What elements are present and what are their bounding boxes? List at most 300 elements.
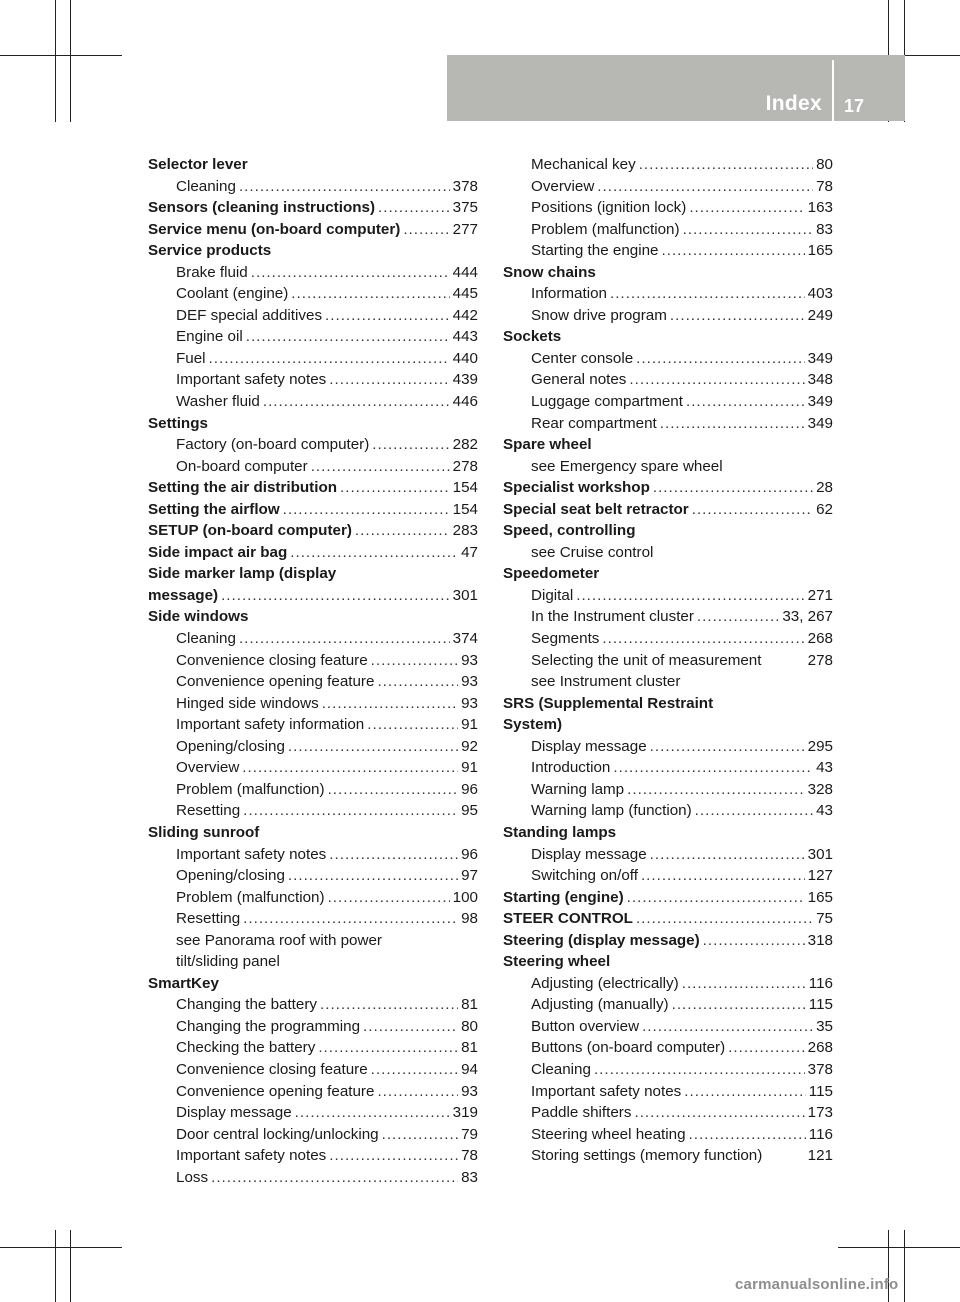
- entry-text: Starting (engine): [503, 888, 624, 906]
- index-subentry: [503, 219, 833, 241]
- page-ref: 173: [807, 1104, 833, 1122]
- index-subentry: [503, 1016, 833, 1038]
- entry-text: Buttons (on-board computer): [531, 1039, 726, 1057]
- index-heading: Sockets: [503, 328, 562, 346]
- index-subentry: [503, 154, 833, 176]
- page-ref: 268: [807, 1039, 833, 1057]
- entry-text: Changing the programming: [176, 1017, 361, 1035]
- index-heading: [148, 477, 478, 499]
- leader-dots: [382, 1124, 458, 1146]
- page-ref: 349: [807, 414, 833, 432]
- page-ref: 116: [808, 974, 833, 992]
- index-subentry: [148, 348, 478, 370]
- entry-text: Storing settings (memory function): [531, 1147, 763, 1165]
- entry-text: Warning lamp: [531, 780, 625, 798]
- index-subentry: [148, 736, 478, 758]
- page-ref: 33, 267: [782, 608, 833, 626]
- index-heading: [148, 520, 478, 542]
- index-subentry: [148, 1167, 478, 1189]
- entry-text: Information: [531, 285, 607, 303]
- entry-text: Problem (malfunction): [531, 220, 680, 238]
- leader-dots: [610, 283, 805, 305]
- index-subentry: [148, 844, 478, 866]
- index-subentry: [503, 1102, 833, 1124]
- page-ref: 442: [452, 306, 478, 324]
- index-heading: [148, 542, 478, 564]
- index-subentry: [148, 369, 478, 391]
- index-subentry: [148, 1037, 478, 1059]
- index-subentry: see Cruise control: [531, 543, 654, 561]
- leader-dots: [613, 757, 813, 779]
- leader-dots: [243, 908, 458, 930]
- index-subentry: [503, 176, 833, 198]
- index-subentry: [503, 369, 833, 391]
- index-subentry: [503, 779, 833, 801]
- page-ref: 349: [807, 349, 833, 367]
- index-heading: [148, 499, 478, 521]
- leader-dots: [290, 542, 458, 564]
- index-heading: SmartKey: [148, 974, 219, 992]
- entry-text: Adjusting (electrically): [531, 974, 679, 992]
- index-heading: Side marker lamp (display: [148, 565, 337, 583]
- index-heading: Service products: [148, 242, 272, 260]
- page-ref: 374: [452, 630, 478, 648]
- entry-text: Overview: [531, 177, 595, 195]
- index-subentry: [503, 757, 833, 779]
- index-subentry: [503, 800, 833, 822]
- leader-dots: [328, 887, 450, 909]
- entry-text: On-board computer: [176, 457, 308, 475]
- leader-dots: [689, 197, 804, 219]
- page-ref: 98: [461, 910, 478, 928]
- crop-mark: [70, 0, 71, 122]
- leader-dots: [209, 348, 450, 370]
- index-heading: [148, 585, 478, 607]
- page-ref: 163: [807, 199, 833, 217]
- entry-text: Mechanical key: [531, 156, 636, 173]
- leader-dots: [650, 844, 805, 866]
- leader-dots: [371, 650, 458, 672]
- header-bar: [447, 55, 905, 121]
- page-ref: 318: [807, 931, 833, 949]
- crop-mark: [838, 1247, 960, 1248]
- leader-dots: [576, 585, 804, 607]
- page-ref: 93: [461, 1082, 478, 1100]
- leader-dots: [288, 865, 458, 887]
- leader-dots: [627, 887, 805, 909]
- entry-text: Setting the airflow: [148, 500, 280, 518]
- index-subentry: [503, 585, 833, 607]
- entry-text: Selecting the unit of measurement: [531, 651, 762, 669]
- index-subentry: [503, 973, 833, 995]
- page-ref: 446: [452, 393, 478, 411]
- leader-dots: [221, 585, 450, 607]
- page-ref: 35: [816, 1017, 833, 1035]
- entry-text: Display message: [176, 1104, 292, 1122]
- leader-dots: [636, 348, 805, 370]
- page-ref: 328: [807, 780, 833, 798]
- entry-text: Starting the engine: [531, 242, 659, 260]
- entry-text: Steering wheel heating: [531, 1125, 686, 1143]
- index-column-left: [148, 154, 478, 1188]
- index-subentry: [503, 994, 833, 1016]
- index-subentry: [503, 1081, 833, 1103]
- leader-dots: [594, 1059, 805, 1081]
- index-subentry: [148, 994, 478, 1016]
- watermark: carmanualsonline.info: [735, 1276, 899, 1293]
- entry-text: Changing the battery: [176, 996, 318, 1014]
- entry-text: Center console: [531, 349, 634, 367]
- page-title: Index: [765, 92, 822, 115]
- leader-dots: [641, 865, 805, 887]
- index-heading: [503, 930, 833, 952]
- index-subentry: [148, 650, 478, 672]
- index-subentry: [148, 887, 478, 909]
- page-ref: 268: [807, 630, 833, 648]
- page-ref: 115: [808, 996, 833, 1014]
- leader-dots: [367, 714, 458, 736]
- index-subentry: [148, 1102, 478, 1124]
- leader-dots: [697, 606, 779, 628]
- entry-text: message): [148, 586, 219, 604]
- entry-text: Digital: [531, 586, 574, 604]
- page-ref: 440: [452, 349, 478, 367]
- leader-dots: [295, 1102, 450, 1124]
- index-subentry: [148, 714, 478, 736]
- page-ref: 91: [461, 716, 478, 734]
- index-subentry: [503, 844, 833, 866]
- entry-text: Door central locking/unlocking: [176, 1125, 379, 1143]
- index-subentry: [503, 1037, 833, 1059]
- page-ref: 83: [816, 220, 833, 238]
- index-heading: Speedometer: [503, 565, 600, 583]
- page-ref: 93: [461, 673, 478, 691]
- page-ref: 154: [452, 500, 478, 518]
- page-ref: 62: [816, 500, 833, 518]
- crop-mark: [0, 1247, 122, 1248]
- index-subentry: [148, 176, 478, 198]
- page-ref: 439: [452, 371, 478, 389]
- index-heading: [503, 908, 833, 930]
- entry-text: Convenience closing feature: [176, 1060, 368, 1078]
- page-ref: 295: [807, 737, 833, 755]
- index-subentry: [148, 1016, 478, 1038]
- index-heading: [503, 499, 833, 521]
- page-ref: 271: [807, 586, 833, 604]
- index-heading: SRS (Supplemental Restraint: [503, 694, 714, 712]
- index-subentry: [148, 283, 478, 305]
- index-subentry: [503, 391, 833, 413]
- index-subentry: [503, 650, 833, 672]
- entry-text: Rear compartment: [531, 414, 657, 432]
- entry-text: Opening/closing: [176, 867, 285, 885]
- page-ref: 278: [452, 457, 478, 475]
- page-ref: 121: [807, 1147, 833, 1165]
- leader-dots: [684, 1081, 806, 1103]
- leader-dots: [372, 434, 449, 456]
- leader-dots: [243, 800, 458, 822]
- index-subentry: [148, 865, 478, 887]
- leader-dots: [629, 369, 804, 391]
- entry-text: In the Instrument cluster: [531, 608, 694, 626]
- entry-text: Convenience opening feature: [176, 673, 375, 691]
- index-subentry: [148, 1124, 478, 1146]
- page-ref: 444: [452, 263, 478, 281]
- page-ref: 378: [452, 177, 478, 195]
- leader-dots: [239, 176, 450, 198]
- leader-dots: [322, 693, 458, 715]
- page-ref: 277: [452, 220, 478, 238]
- leader-dots: [328, 779, 459, 801]
- leader-dots: [363, 1016, 458, 1038]
- index-subentry: see Panorama roof with power: [176, 931, 382, 949]
- entry-text: Convenience opening feature: [176, 1082, 375, 1100]
- entry-text: Switching on/off: [531, 867, 638, 885]
- leader-dots: [239, 628, 450, 650]
- index-heading: [503, 477, 833, 499]
- leader-dots: [728, 1037, 804, 1059]
- page-ref: 116: [808, 1125, 833, 1143]
- page-ref: 282: [452, 436, 478, 454]
- leader-dots: [291, 283, 449, 305]
- leader-dots: [683, 219, 814, 241]
- entry-text: Engine oil: [176, 328, 243, 346]
- index-subentry: [148, 391, 478, 413]
- page-ref: 81: [461, 996, 478, 1014]
- entry-text: Specialist workshop: [503, 479, 650, 497]
- leader-dots: [634, 1102, 804, 1124]
- index-heading: Selector lever: [148, 156, 248, 173]
- entry-text: Overview: [176, 759, 240, 777]
- index-subentry: [503, 1124, 833, 1146]
- index-subentry: [503, 348, 833, 370]
- page-ref: 301: [807, 845, 833, 863]
- index-subentry: [148, 305, 478, 327]
- leader-dots: [283, 499, 450, 521]
- leader-dots: [371, 1059, 458, 1081]
- entry-text: Opening/closing: [176, 737, 285, 755]
- index-heading: Spare wheel: [503, 436, 592, 454]
- page-ref: 165: [807, 242, 833, 260]
- entry-text: Important safety notes: [531, 1082, 682, 1100]
- page-ref: 115: [808, 1082, 833, 1100]
- leader-dots: [355, 520, 450, 542]
- header-divider: [832, 60, 834, 121]
- index-subentry: [503, 413, 833, 435]
- leader-dots: [689, 1124, 806, 1146]
- leader-dots: [325, 305, 450, 327]
- page-ref: 96: [461, 845, 478, 863]
- leader-dots: [340, 477, 450, 499]
- index-heading: [148, 197, 478, 219]
- leader-dots: [377, 1081, 458, 1103]
- page-ref: 301: [452, 586, 478, 604]
- page-ref: 96: [461, 780, 478, 798]
- entry-text: Positions (ignition lock): [531, 199, 687, 217]
- entry-text: Important safety notes: [176, 845, 327, 863]
- index-heading: [148, 219, 478, 241]
- leader-dots: [602, 628, 804, 650]
- entry-text: Warning lamp (function): [531, 802, 692, 820]
- index-subentry: [503, 240, 833, 262]
- index-subentry: [148, 908, 478, 930]
- entry-text: Button overview: [531, 1017, 640, 1035]
- index-heading: Side windows: [148, 608, 249, 626]
- index-subentry: [148, 757, 478, 779]
- page-ref: 127: [807, 867, 833, 885]
- entry-text: Problem (malfunction): [176, 780, 325, 798]
- entry-text: Problem (malfunction): [176, 888, 325, 906]
- index-heading: Steering wheel: [503, 953, 611, 971]
- entry-text: Cleaning: [176, 630, 236, 648]
- page-ref: 43: [816, 802, 833, 820]
- index-heading: Settings: [148, 414, 208, 432]
- entry-text: Convenience closing feature: [176, 651, 368, 669]
- page-ref: 378: [807, 1060, 833, 1078]
- index-subentry: [148, 800, 478, 822]
- leader-dots: [650, 736, 805, 758]
- index-subentry: [503, 1059, 833, 1081]
- index-subentry: [503, 305, 833, 327]
- leader-dots: [686, 391, 805, 413]
- leader-dots: [692, 499, 813, 521]
- index-subentry: [503, 197, 833, 219]
- entry-text: Important safety notes: [176, 1147, 327, 1165]
- entry-text: SETUP (on-board computer): [148, 522, 352, 540]
- crop-mark: [55, 0, 56, 122]
- leader-dots: [320, 994, 458, 1016]
- leader-dots: [653, 477, 813, 499]
- index-subentry: [503, 865, 833, 887]
- index-subentry: [148, 671, 478, 693]
- leader-dots: [329, 844, 458, 866]
- entry-text: Segments: [531, 630, 600, 648]
- index-subentry: [503, 283, 833, 305]
- entry-text: Hinged side windows: [176, 694, 319, 712]
- page-ref: 154: [452, 479, 478, 497]
- page-ref: 81: [461, 1039, 478, 1057]
- index-subentry: see Instrument cluster: [531, 673, 681, 691]
- leader-dots: [703, 930, 805, 952]
- index-subentry: [148, 1081, 478, 1103]
- leader-dots: [670, 305, 805, 327]
- page-ref: 28: [816, 479, 833, 497]
- entry-text: Introduction: [531, 759, 611, 777]
- page-ref: 95: [461, 802, 478, 820]
- page-number: 17: [844, 96, 865, 116]
- page-ref: 97: [461, 867, 478, 885]
- page-ref: 278: [807, 651, 833, 669]
- leader-dots: [318, 1037, 458, 1059]
- entry-text: Special seat belt retractor: [503, 500, 689, 518]
- entry-text: Cleaning: [176, 177, 236, 195]
- index-subentry: see Emergency spare wheel: [531, 457, 723, 475]
- entry-text: Fuel: [176, 349, 206, 367]
- page-ref: 319: [452, 1104, 478, 1122]
- page-ref: 403: [807, 285, 833, 303]
- entry-text: Cleaning: [531, 1060, 591, 1078]
- entry-text: General notes: [531, 371, 627, 389]
- page-ref: 443: [452, 328, 478, 346]
- page-ref: 94: [461, 1060, 478, 1078]
- leader-dots: [378, 197, 450, 219]
- entry-text: Factory (on-board computer): [176, 436, 370, 454]
- index-subentry: [503, 736, 833, 758]
- entry-text: Brake fluid: [176, 263, 248, 281]
- page-ref: 78: [816, 177, 833, 195]
- entry-text: Washer fluid: [176, 393, 260, 411]
- leader-dots: [377, 671, 458, 693]
- entry-text: STEER CONTROL: [503, 910, 633, 928]
- index-subentry: [503, 606, 833, 628]
- entry-text: Snow drive program: [531, 306, 667, 324]
- leader-dots: [311, 456, 450, 478]
- entry-text: Setting the air distribution: [148, 479, 337, 497]
- leader-dots: [263, 391, 450, 413]
- page-ref: 349: [807, 393, 833, 411]
- index-subentry: [148, 628, 478, 650]
- entry-text: Resetting: [176, 910, 241, 928]
- entry-text: Luggage compartment: [531, 393, 683, 411]
- page-ref: 80: [461, 1017, 478, 1035]
- entry-text: Steering (display message): [503, 931, 700, 949]
- leader-dots: [329, 1145, 458, 1167]
- leader-dots: [242, 757, 458, 779]
- leader-dots: [211, 1167, 458, 1189]
- index-heading: Snow chains: [503, 263, 596, 281]
- page-ref: 100: [452, 888, 478, 906]
- entry-text: Important safety information: [176, 716, 365, 734]
- entry-text: Resetting: [176, 802, 241, 820]
- page-ref: 375: [452, 199, 478, 217]
- leader-dots: [662, 240, 805, 262]
- index-subentry: [503, 1145, 833, 1167]
- page-ref: 83: [461, 1168, 478, 1186]
- leader-dots: [642, 1016, 813, 1038]
- page-ref: 79: [461, 1125, 478, 1143]
- entry-text: Side impact air bag: [148, 543, 288, 561]
- index-heading: Speed, controlling: [503, 522, 636, 540]
- page-ref: 249: [807, 306, 833, 324]
- entry-text: Display message: [531, 845, 647, 863]
- entry-text: Adjusting (manually): [531, 996, 669, 1014]
- entry-text: Loss: [176, 1168, 209, 1186]
- entry-text: Coolant (engine): [176, 285, 289, 303]
- index-subentry: tilt/sliding panel: [176, 953, 280, 971]
- index-subentry: [148, 326, 478, 348]
- entry-text: Display message: [531, 737, 647, 755]
- index-subentry: [148, 779, 478, 801]
- leader-dots: [660, 413, 805, 435]
- index-heading: [503, 887, 833, 909]
- index-subentry: [148, 434, 478, 456]
- entry-text: Service menu (on-board computer): [148, 220, 401, 238]
- leader-dots: [329, 369, 449, 391]
- index-subentry: [148, 1059, 478, 1081]
- crop-mark: [70, 1230, 71, 1302]
- page-ref: 93: [461, 694, 478, 712]
- index-subentry: [148, 262, 478, 284]
- page-ref: 75: [816, 910, 833, 928]
- page-ref: 445: [452, 285, 478, 303]
- leader-dots: [695, 800, 813, 822]
- entry-text: Important safety notes: [176, 371, 327, 389]
- page-ref: 47: [461, 543, 478, 561]
- page-ref: 91: [461, 759, 478, 777]
- leader-dots: [682, 973, 806, 995]
- leader-dots: [246, 326, 450, 348]
- leader-dots: [251, 262, 450, 284]
